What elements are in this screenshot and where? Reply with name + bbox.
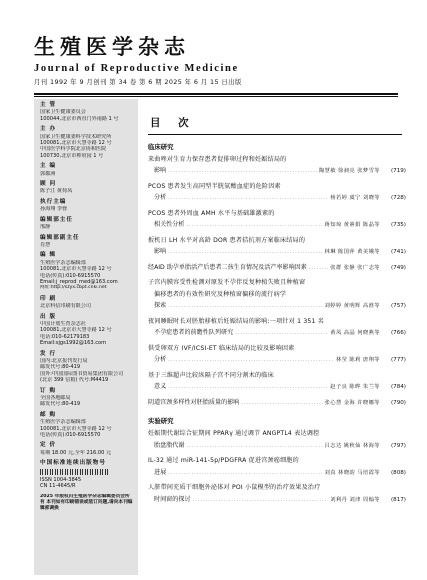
info-line: 陈子江 黄荷凤 [40, 188, 73, 195]
info-block [40, 296, 134, 310]
article-authors: 杨若婷 虞宁 刘晓等 [330, 195, 380, 202]
info-line: 电话(传真):010-6915570 [40, 272, 101, 279]
info-block [40, 181, 134, 195]
toc-entry[interactable] [148, 397, 406, 410]
toc-entry-row [148, 262, 406, 275]
header-rule-thin [34, 96, 398, 97]
info-block [40, 442, 134, 456]
leader-dots [186, 220, 322, 232]
info-line: 生殖医学杂志编辑部 [40, 419, 86, 426]
leader-dots [168, 166, 317, 178]
toc-entry-row [148, 192, 406, 205]
info-label: 中国标准连续出版物号 [40, 460, 106, 467]
toc-body [148, 142, 406, 507]
article-title: IL-32 通过 miR-141-5p/PDGFRA 促进宫颈癌细胞的 [148, 457, 299, 465]
issue-info: 月刊 1992 年 9 月创刊 第 34 卷 第 6 期 2025 年 6 月 15 日出版 [34, 78, 242, 86]
info-label: 发 行 [40, 350, 57, 357]
article-title: 偏移患者的有效性研究及种植窗偏移的流行病学 [154, 290, 287, 298]
article-authors: 陶慧敏 徐昶亮 张梦雪等 [318, 168, 380, 175]
article-title-tail: 胎盘脂代谢 [154, 441, 185, 449]
article-title-tail: 影响 [154, 248, 167, 256]
toc-entry-row [148, 300, 406, 313]
toc-entry-row [148, 165, 406, 178]
article-title-tail: 不孕症患者的前瞻性队列研究 [154, 329, 234, 337]
info-label: 出 版 [40, 313, 57, 320]
info-line: 100044,北京市西直门外南路 1 号 [40, 115, 119, 122]
info-block [40, 314, 134, 347]
toc-entry[interactable] [148, 455, 406, 479]
leader-dots [168, 247, 322, 259]
info-line: 100081,北京市大慧寺路 12 号 [40, 425, 112, 432]
article-authors: 刘真 林晓韵 马培霞等 [324, 469, 380, 476]
info-line: 北京科信印刷有限公司 [40, 303, 91, 310]
toc-entry-row [148, 219, 406, 232]
info-block [40, 460, 134, 489]
article-title-tail: 时间窗的探讨 [154, 495, 191, 503]
info-line: 100081,北京市大慧寺路 12 号 [40, 327, 112, 334]
info-line: 国家卫生健康委科学技术研究所 [40, 133, 112, 140]
info-line: 国外:中国国际图书贸易集团有限公司 [40, 370, 124, 377]
info-block [40, 163, 134, 177]
leader-dots [193, 495, 329, 507]
info-block [40, 235, 134, 249]
info-label: 顾 问 [40, 181, 57, 188]
table-of-contents [148, 115, 406, 509]
toc-entry-row [148, 327, 406, 340]
toc-entry[interactable] [148, 343, 406, 367]
toc-entry[interactable] [148, 208, 406, 232]
leader-dots [241, 398, 322, 410]
info-line: 每期 18.00 元,全年 216.00 元 [40, 449, 112, 456]
article-page: (817) [390, 496, 406, 503]
masthead [34, 34, 404, 86]
article-title-tail: 探索 [154, 302, 167, 310]
leader-dots [168, 301, 322, 313]
article-title: 扳机日 LH 水平对高龄 DOR 患者拮抗剂方案临床结局的 [148, 236, 306, 244]
toc-entry[interactable] [148, 235, 406, 259]
info-label: 编辑部副主任 [40, 234, 80, 241]
info-block [40, 388, 134, 408]
toc-entry[interactable] [148, 154, 406, 178]
info-line: 邮发代号:80-419 [40, 401, 81, 408]
article-authors: 蒋知琼 黄素娟 陈晶等 [324, 222, 380, 229]
article-title-tail: 阴道宫颈多样性对胚胎质量的影响 [148, 398, 240, 406]
leader-dots [168, 382, 328, 394]
article-page: (728) [390, 195, 406, 202]
info-line: 100081,北京市大慧寺路 12 号 [40, 266, 112, 273]
copyright-notice: 2025 年版权归生殖医学杂志编辑委员会所有 本刊如有印刷错误或装订问题,请向本刊编辑部调换 [40, 493, 133, 512]
toc-heading-rule [148, 134, 402, 135]
article-authors: 林莹 陈莉 唐翔等 [335, 357, 380, 364]
article-title: 夜间睡眠时长对胚胎移植后妊娠结局的影响:一项针对 1 351 名 [148, 317, 325, 325]
article-title: PCOS 患者发生高同型半胱氨酸血症的危险因素 [148, 182, 281, 190]
toc-entry-row [148, 354, 406, 367]
issn-barcode [40, 469, 110, 475]
info-line: ISSN 1004-3845 [40, 476, 82, 483]
article-title: 人脐带间充质干细胞外泌体对 POI 小鼠模型的治疗效果及治疗 [148, 484, 321, 492]
info-line: 国内:北京报刊发行局 [40, 358, 88, 364]
info-line: Email:j_reprod_med@163.com [40, 278, 118, 285]
info-block [40, 102, 134, 122]
article-title: 供受卵双方 IVF/ICSI-ET 临床结局的比较及影响因素 [148, 344, 295, 352]
article-authors: 黄凤 高晶 何晓燕等 [330, 330, 380, 337]
info-label: 主 办 [40, 126, 57, 133]
leader-dots [235, 328, 328, 340]
article-page: (784) [390, 384, 406, 391]
article-page: (797) [390, 442, 406, 449]
info-label: 主 管 [40, 102, 57, 108]
info-block [40, 199, 134, 213]
info-block [40, 126, 134, 159]
toc-entry[interactable] [148, 370, 406, 394]
article-title: PCOS 患者外周血 AMH 水平与基础雄激素的 [148, 209, 275, 217]
article-title: 妊娠期代谢综合征期间 PPARγ 通过调节 ANGPTL4 表达调控 [148, 430, 320, 438]
article-title-tail: 分析 [154, 356, 167, 364]
info-line: 网址:http://szyx.cbpt.cnki.net [40, 285, 107, 291]
toc-heading: 目 次 [150, 117, 196, 129]
article-page: (808) [390, 469, 406, 476]
article-page: (719) [390, 168, 406, 175]
info-line: 邢静 [40, 224, 51, 231]
info-block [40, 412, 134, 439]
toc-entry[interactable] [148, 262, 406, 275]
leader-dots [168, 193, 328, 205]
article-page: (777) [390, 357, 406, 364]
article-authors: 张群 张静 张广志等 [330, 264, 380, 271]
toc-entry[interactable] [148, 428, 406, 452]
info-label: 编辑部主任 [40, 216, 73, 223]
article-title: 子宫内膜容受性检测对原发不孕伴反复种植失败且种植窗 [148, 279, 306, 287]
info-line: 肖慧 [40, 241, 51, 248]
info-line: 国家卫生健康委员会 [40, 109, 86, 116]
toc-section-heading: 临床研究 [148, 142, 174, 151]
leader-dots [168, 468, 322, 480]
toc-entry-row [148, 467, 406, 480]
toc-entry[interactable] [148, 277, 406, 313]
toc-entry-row [148, 397, 406, 410]
info-line: 邮发代号:80-419 [40, 364, 81, 371]
info-line: 中国医学科学院北京协和医院 [40, 146, 107, 153]
info-line: (北京 399 信箱) 代号:M4419 [40, 377, 109, 384]
article-page: (766) [390, 330, 406, 337]
toc-entry[interactable] [148, 482, 406, 506]
article-page: (749) [390, 264, 406, 271]
info-block [40, 351, 134, 384]
header-rule-thick [34, 93, 398, 95]
info-label: 订 购 [40, 387, 57, 394]
info-line: 生殖医学杂志编辑部 [40, 259, 86, 266]
article-title-tail: 意义 [154, 383, 167, 391]
toc-entry-row [148, 440, 406, 453]
leader-dots [186, 441, 322, 453]
leader-dots [309, 263, 328, 275]
article-title: 来曲唑对生育力保存患者促排卵过程和妊娠结局的 [148, 155, 287, 163]
info-line: 孙海翔 李蓉 [40, 206, 68, 213]
article-authors: 刘利丹 刘津 周翰等 [330, 496, 380, 503]
info-line: CN 11-4645/R [40, 483, 76, 490]
info-line: 全国各地邮局 [40, 395, 71, 402]
info-label: 定 价 [40, 442, 57, 449]
info-label: 邮 购 [40, 411, 57, 418]
journal-title-en: Journal of Reproductive Medicine [34, 63, 239, 74]
article-title-tail: 影响 [154, 167, 167, 175]
article-page: (757) [390, 303, 406, 310]
leader-dots [168, 355, 334, 367]
article-authors: 吕志达 姚秋仙 林海等 [324, 442, 380, 449]
toc-entry-row [148, 246, 406, 259]
info-block [40, 252, 134, 291]
article-authors: 赵子良 陈晔 朱兰等 [330, 384, 380, 391]
info-label: 编 辑 [40, 252, 57, 259]
info-line: Email:sjgs1992@163.com [40, 340, 107, 347]
info-line: 电话(传真):010-6915570 [40, 432, 101, 439]
article-title: 基于三维超声比较纵隔子宫不同分割术的临床 [148, 371, 274, 379]
info-line: 中国计划生育杂志社 [40, 320, 86, 327]
info-label: 印 刷 [40, 295, 57, 302]
article-authors: 林琳 陈国萍 黄美娥等 [324, 249, 380, 256]
journal-title-cn: 生殖医学杂志 [34, 35, 190, 59]
article-title-tail: 进展 [154, 468, 167, 476]
article-authors: 张心慧 金海 许晓娜等 [324, 399, 380, 406]
info-line: 郭都洲 [40, 170, 56, 177]
toc-entry[interactable] [148, 316, 406, 340]
info-block [40, 217, 134, 231]
article-page: (790) [390, 399, 406, 406]
info-label: 主 编 [40, 163, 57, 170]
article-page: (735) [390, 222, 406, 229]
toc-entry-row [148, 494, 406, 507]
info-line: 100730,北京市帅府园 1 号 [40, 152, 104, 159]
toc-entry[interactable] [148, 181, 406, 205]
article-title-tail: 分析 [154, 194, 167, 202]
article-page: (741) [390, 249, 406, 256]
article-authors: 刘婷婷 黄明辉 高淮等 [324, 303, 380, 310]
publication-info-sidebar [34, 99, 138, 575]
info-line: 电话:010-62179183 [40, 333, 90, 340]
article-title-tail: 相关性分析 [154, 221, 185, 229]
article-title-tail: 经AID 助孕单胎活产后患者二孩生育情况及活产率影响因素 [148, 263, 307, 271]
info-label: 执行主编 [40, 198, 67, 205]
toc-section-heading: 实验研究 [148, 417, 174, 426]
toc-entry-row [148, 381, 406, 394]
info-line: 100081,北京市大慧寺路 12 号 [40, 140, 112, 147]
